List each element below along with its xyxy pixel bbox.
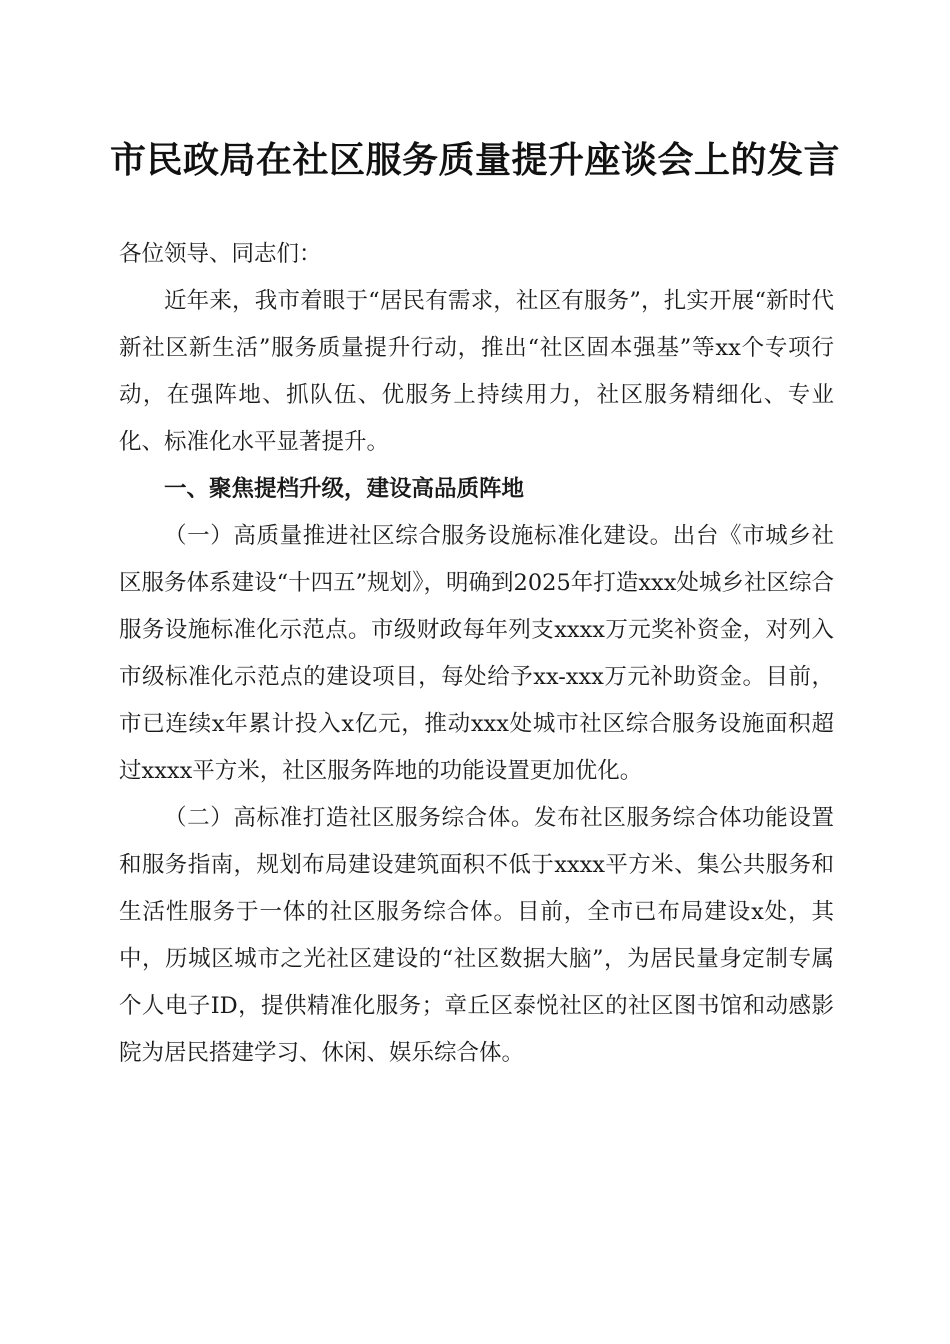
subsection-2-paragraph bbox=[119, 795, 834, 1077]
document-body bbox=[119, 231, 834, 1077]
document-title: 市民政局在社区服务质量提升座谈会上的发言 bbox=[109, 139, 840, 181]
subsection-1-lead: （一）高质量推进社区综合服务设施标准化建设。 bbox=[164, 523, 673, 549]
intro-paragraph: 近年来，我市着眼于“居民有需求，社区有服务”，扎实开展“新时代新社区新生活”服务质量提升行动，推出“社区固本强基”等xx个专项行动，在强阵地、抓队伍、优服务上持续用力，社区服务精细化、专业化、标准化水平显著提升。 bbox=[119, 288, 834, 455]
subsection-1-body: 出台《市城乡社区服务体系建设“十四五”规划》，明确到2025年打造xxx处城乡社区综合服务设施标准化示范点。市级财政每年列支xxxx万元奖补资金，对列入市级标准化示范点的建设项目，每处给予xx-xxx万元补助资金。目前，市已连续x年累计投入x亿元，推动xxx处城市社区综合服务设施面积超过xxxx平方米，社区服务阵地的功能设置更加优化。 bbox=[119, 523, 834, 784]
subsection-1-paragraph bbox=[119, 513, 834, 795]
subsection-2-body: 发布社区服务综合体功能设置和服务指南，规划布局建设建筑面积不低于xxxx平方米、集公共服务和生活性服务于一体的社区服务综合体。目前，全市已布局建设x处，其中，历城区城市之光社区建设的“社区数据大脑”，为居民量身定制专属个人电子ID，提供精准化服务；章丘区泰悦社区的社区图书馆和动感影院为居民搭建学习、休闲、娱乐综合体。 bbox=[119, 805, 834, 1066]
section-heading-1: 一、聚焦提档升级，建设高品质阵地 bbox=[164, 476, 525, 502]
greeting-line: 各位领导、同志们： bbox=[119, 241, 322, 267]
subsection-2-lead: （二）高标准打造社区服务综合体。 bbox=[164, 805, 534, 831]
